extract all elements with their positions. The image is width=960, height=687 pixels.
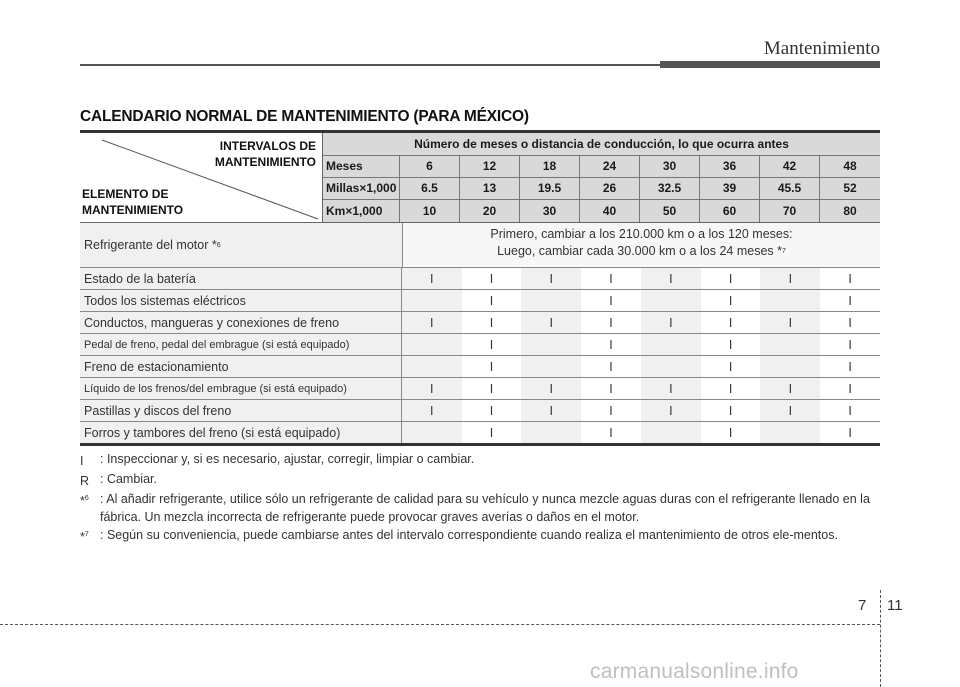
row-label: Pastillas y discos del freno: [80, 400, 402, 421]
schedule-cell: I: [609, 293, 613, 308]
interval-value: 19.5: [520, 178, 580, 199]
schedule-cell: I: [848, 337, 852, 352]
row-label: Freno de estacionamiento: [80, 356, 402, 377]
chapter-number: 7: [858, 597, 867, 614]
schedule-cell: [641, 334, 701, 355]
refrigerant-schedule: Primero, cambiar a los 210.000 km o a los 120 meses: Luego, cambiar cada 30.000 km o a los 24 meses *$^7$: [403, 223, 880, 267]
schedule-cell: I: [848, 271, 852, 286]
interval-rows: [323, 156, 880, 222]
table-row: [80, 422, 880, 443]
schedule-cell: I: [521, 312, 581, 333]
interval-row: [323, 200, 880, 222]
schedule-cell: I: [760, 268, 820, 289]
schedule-cell: I: [609, 359, 613, 374]
schedule-cell: I: [641, 312, 701, 333]
interval-value: 6: [400, 156, 460, 177]
schedule-cell: [641, 290, 701, 311]
schedule-cell: I: [609, 381, 613, 396]
intervals-label: INTERVALOS DE MANTENIMIENTO: [214, 139, 316, 169]
schedule-cell: [760, 422, 820, 443]
schedule-cell: [402, 422, 462, 443]
schedule-cell: [402, 356, 462, 377]
footnotes: [80, 450, 885, 546]
schedule-cell: I: [728, 337, 733, 352]
schedule-cell: I: [489, 315, 494, 330]
footnote: [80, 490, 885, 526]
schedule-cell: I: [402, 312, 462, 333]
watermark: carmanualsonline.info: [590, 660, 799, 683]
schedule-cell: I: [489, 403, 494, 418]
schedule-cell: [402, 290, 462, 311]
section-title: CALENDARIO NORMAL DE MANTENIMIENTO (PARA MÉXICO): [80, 108, 529, 125]
footnote: [80, 450, 885, 470]
schedule-cell: I: [760, 312, 820, 333]
interval-value: 6.5: [400, 178, 460, 199]
table-row-refrigerant: [80, 223, 880, 268]
interval-value: 32.5: [640, 178, 700, 199]
row-label: Pedal de freno, pedal del embrague (si está equipado): [80, 334, 402, 355]
schedule-cell: I: [728, 293, 733, 308]
interval-value: 20: [460, 200, 520, 222]
schedule-cell: I: [489, 425, 494, 440]
footnote-key: R: [80, 474, 90, 489]
interval-value: 70: [760, 200, 820, 222]
schedule-cell: I: [609, 425, 613, 440]
schedule-cell: I: [609, 337, 613, 352]
schedule-cell: I: [402, 378, 462, 399]
interval-value: 18: [520, 156, 580, 177]
footnote: [80, 470, 885, 490]
table-row: [80, 400, 880, 422]
schedule-cell: I: [848, 403, 852, 418]
interval-value: 48: [843, 159, 857, 173]
schedule-cell: I: [521, 268, 581, 289]
schedule-cell: I: [489, 381, 494, 396]
schedule-cell: I: [760, 400, 820, 421]
schedule-cell: I: [609, 315, 613, 330]
schedule-cell: I: [848, 359, 852, 374]
schedule-cell: I: [609, 403, 613, 418]
interval-row-label: Km×1,000: [323, 200, 400, 222]
interval-value: 24: [580, 156, 640, 177]
interval-title: Número de meses o distancia de conducción, lo que ocurra antes: [323, 133, 880, 156]
interval-row-label: Meses: [323, 156, 400, 177]
schedule-cell: [760, 356, 820, 377]
schedule-cell: [641, 356, 701, 377]
corner-cell: [80, 133, 323, 222]
schedule-cell: I: [521, 400, 581, 421]
row-label: Refrigerante del motor * 6: [80, 223, 403, 267]
schedule-cell: [402, 334, 462, 355]
schedule-cell: I: [760, 378, 820, 399]
schedule-cell: I: [728, 381, 733, 396]
schedule-cell: I: [641, 400, 701, 421]
schedule-cell: I: [402, 268, 462, 289]
schedule-cell: I: [609, 271, 613, 286]
interval-row-label: Millas×1,000: [323, 178, 400, 199]
table-row: [80, 290, 880, 312]
schedule-cell: I: [489, 271, 494, 286]
schedule-cell: [521, 334, 581, 355]
schedule-cell: I: [728, 315, 733, 330]
interval-value: 26: [580, 178, 640, 199]
interval-row: [323, 178, 880, 200]
schedule-cell: I: [728, 271, 733, 286]
row-label: Conductos, mangueras y conexiones de freno: [80, 312, 402, 333]
interval-row: [323, 156, 880, 178]
interval-value: 12: [460, 156, 520, 177]
schedule-cell: [760, 290, 820, 311]
element-label: ELEMENTO DE MANTENIMIENTO: [82, 187, 184, 217]
schedule-cell: [760, 334, 820, 355]
footnote-text: : Cambiar.: [100, 472, 157, 487]
schedule-cell: I: [728, 425, 733, 440]
row-label: Estado de la batería: [80, 268, 402, 289]
footnote-text: : Según su conveniencia, puede cambiarse antes del intervalo correspondiente cuando realiza el mantenimiento de otros ele-mentos.: [100, 528, 838, 543]
schedule-cell: I: [641, 378, 701, 399]
footer-rule: [0, 624, 880, 625]
footnote-key: *$^7$: [80, 530, 89, 545]
schedule-cell: I: [728, 359, 733, 374]
schedule-cell: I: [489, 359, 494, 374]
row-label: Forros y tambores del freno (si está equipado): [80, 422, 402, 443]
schedule-cell: I: [848, 381, 852, 396]
schedule-cell: [521, 356, 581, 377]
table-body: [80, 268, 880, 443]
interval-value: 30: [640, 156, 700, 177]
interval-value: 60: [700, 200, 760, 222]
schedule-cell: I: [848, 315, 852, 330]
page-number: 11: [887, 597, 903, 614]
running-header: Mantenimiento: [763, 38, 880, 59]
table-header: [80, 133, 880, 223]
footnote-key: *$^6$: [80, 494, 89, 509]
interval-value: 45.5: [760, 178, 820, 199]
footnote-text: : Al añadir refrigerante, utilice sólo un refrigerante de calidad para su vehículo y nunca mezcle aguas duras con el refrigerante llenado en la fábrica. Un mezcla incorrecta de refrigerante puede provocar graves averías o daños en el motor.: [100, 492, 870, 525]
footnote-text: : Inspeccionar y, si es necesario, ajustar, corregir, limpiar o cambiar.: [100, 452, 475, 466]
schedule-cell: I: [489, 293, 494, 308]
maintenance-table: [80, 130, 880, 446]
interval-value: 40: [580, 200, 640, 222]
table-row: [80, 378, 880, 400]
table-row: [80, 268, 880, 290]
interval-value: 30: [520, 200, 580, 222]
footnote: [80, 526, 885, 546]
schedule-cell: I: [402, 400, 462, 421]
header-bar: [660, 61, 880, 68]
row-label: Líquido de los frenos/del embrague (si está equipado): [80, 378, 402, 399]
interval-value: 80: [843, 204, 857, 218]
table-row: [80, 356, 880, 378]
schedule-cell: I: [848, 293, 852, 308]
schedule-cell: I: [521, 378, 581, 399]
footer-divider: [880, 590, 881, 687]
schedule-cell: [521, 290, 581, 311]
schedule-cell: I: [848, 425, 852, 440]
footnote-key: I: [80, 454, 84, 469]
schedule-cell: I: [489, 337, 494, 352]
table-row: [80, 334, 880, 356]
interval-value: 52: [843, 181, 857, 195]
table-row: [80, 312, 880, 334]
interval-value: 13: [460, 178, 520, 199]
interval-value: 42: [760, 156, 820, 177]
interval-value: 10: [400, 200, 460, 222]
schedule-cell: I: [641, 268, 701, 289]
interval-header: [323, 133, 880, 222]
schedule-cell: [641, 422, 701, 443]
schedule-cell: [521, 422, 581, 443]
interval-value: 50: [640, 200, 700, 222]
interval-value: 39: [700, 178, 760, 199]
row-label: Todos los sistemas eléctricos: [80, 290, 402, 311]
schedule-cell: I: [728, 403, 733, 418]
interval-value: 36: [700, 156, 760, 177]
